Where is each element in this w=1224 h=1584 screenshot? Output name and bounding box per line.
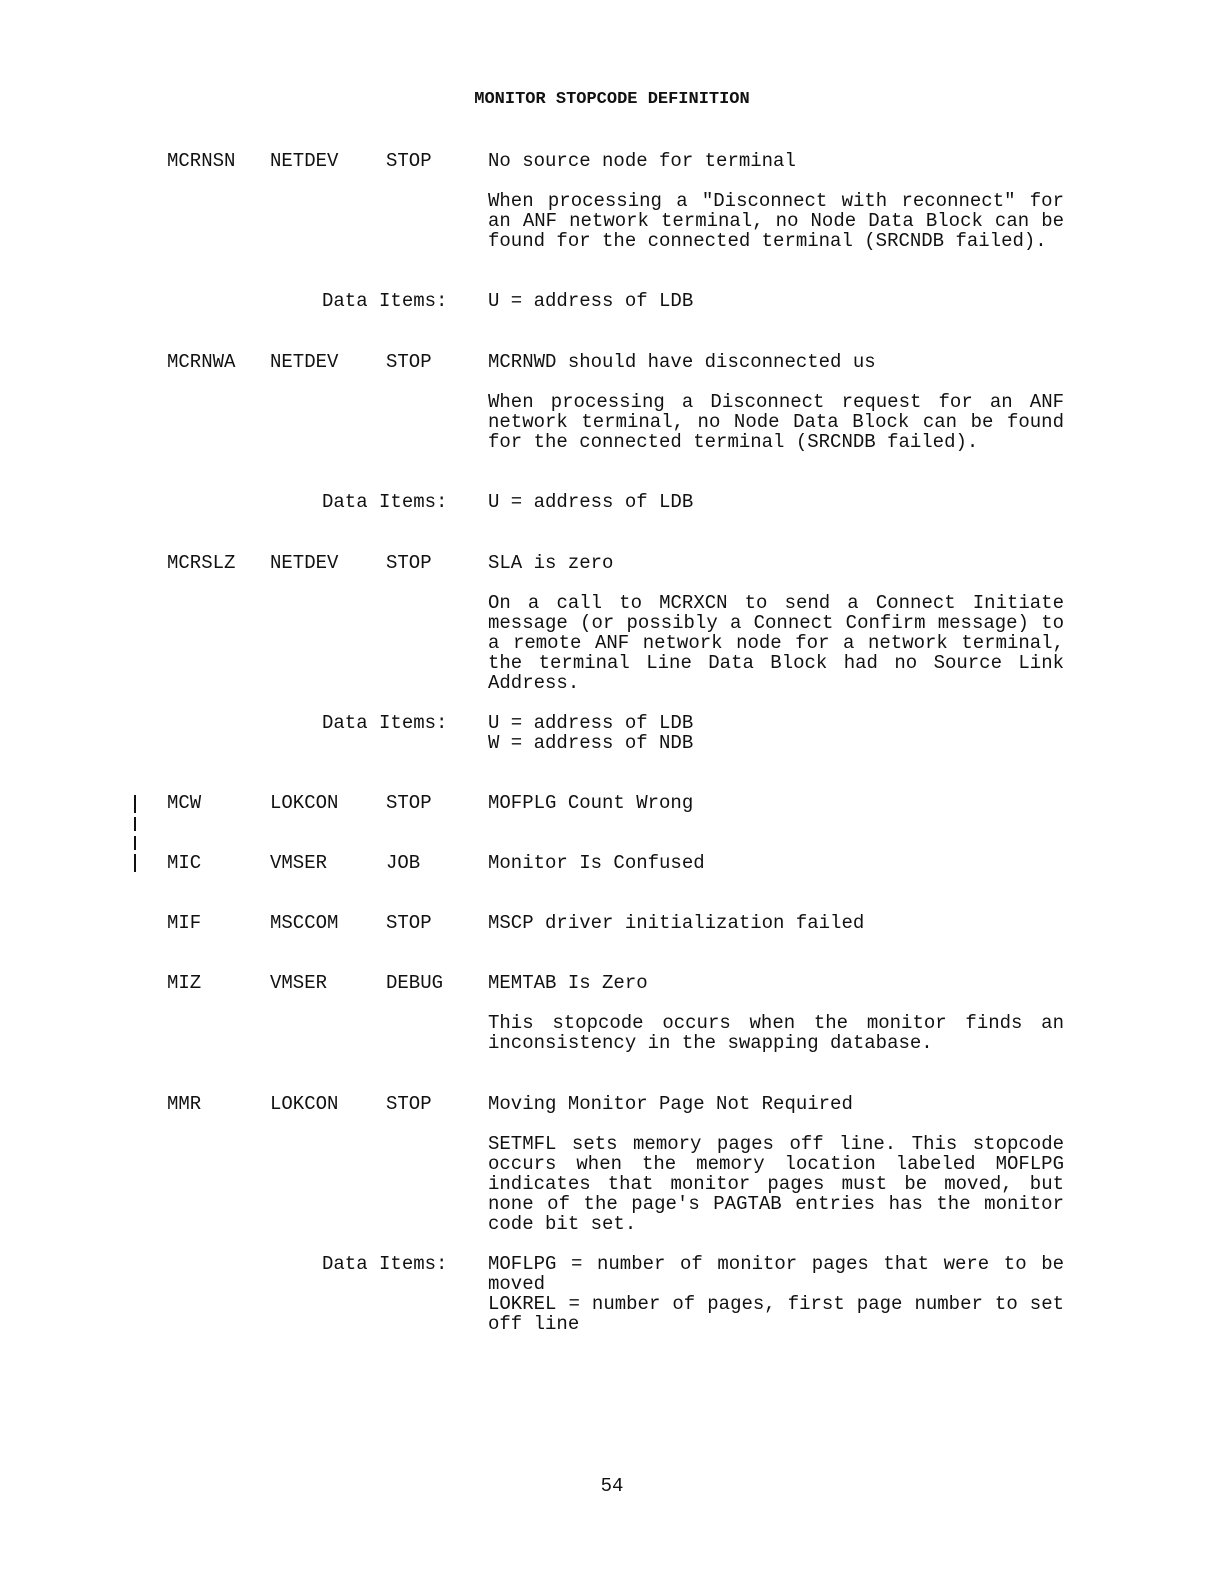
stopcode-type: STOP (386, 150, 432, 172)
stopcode-module: LOKCON (270, 1093, 339, 1115)
page-number: 54 (600, 1475, 624, 1497)
stopcode-module: NETDEV (270, 150, 339, 172)
stopcode-name: MCRNSN (167, 150, 236, 172)
stopcode-type: STOP (386, 351, 432, 373)
stopcode-module: NETDEV (270, 351, 339, 373)
stopcode-summary: Moving Monitor Page Not Required (488, 1093, 853, 1115)
data-item: LOKREL = number of pages, first page number to set off line (488, 1293, 1064, 1335)
stopcode-module: MSCCOM (270, 912, 339, 934)
data-items-label: Data Items: (322, 712, 448, 734)
data-item: U = address of LDB (488, 290, 694, 312)
data-items (488, 291, 1064, 311)
stopcode-name: MIZ (167, 972, 202, 994)
stopcode-type: STOP (386, 912, 432, 934)
stopcode-module: VMSER (270, 972, 328, 994)
stopcode-name: MMR (167, 1093, 202, 1115)
data-items-label: Data Items: (322, 290, 448, 312)
data-items (488, 492, 1064, 512)
stopcode-summary: SLA is zero (488, 552, 614, 574)
stopcode-module: NETDEV (270, 552, 339, 574)
stopcode-summary: Monitor Is Confused (488, 852, 705, 874)
stopcode-type: STOP (386, 552, 432, 574)
change-bar (134, 817, 136, 831)
stopcode-name: MCW (167, 792, 202, 814)
stopcode-name: MIF (167, 912, 202, 934)
data-item: MOFLPG = number of monitor pages that were to be moved (488, 1253, 1064, 1295)
stopcode-name: MCRSLZ (167, 552, 236, 574)
stopcode-module: LOKCON (270, 792, 339, 814)
change-bar (134, 854, 136, 872)
stopcode-summary: MSCP driver initialization failed (488, 912, 865, 934)
data-items (488, 713, 1064, 753)
data-item: U = address of LDB (488, 491, 694, 513)
stopcode-summary: MOFPLG Count Wrong (488, 792, 694, 814)
stopcode-module: VMSER (270, 852, 328, 874)
stopcode-description: When processing a Disconnect request for an ANF network terminal, no Node Data Block can be found for the connected terminal (SRCNDB failed). (488, 391, 1064, 453)
change-bar (134, 836, 136, 850)
stopcode-description: When processing a "Disconnect with reconnect" for an ANF network terminal, no Node Data Block can be found for the connected terminal (SRCNDB failed). (488, 190, 1064, 252)
data-item: W = address of NDB (488, 732, 694, 754)
stopcode-description: SETMFL sets memory pages off line. This stopcode occurs when the memory location labeled MOFLPG indicates that monitor pages must be moved, but none of the page's PAGTAB entries has the monitor code bit set. (488, 1133, 1064, 1235)
stopcode-summary: MEMTAB Is Zero (488, 972, 648, 994)
stopcode-name: MIC (167, 852, 202, 874)
data-items (488, 1254, 1064, 1334)
stopcode-type: DEBUG (386, 972, 444, 994)
change-bar (134, 795, 136, 813)
stopcode-name: MCRNWA (167, 351, 236, 373)
stopcode-summary: MCRNWD should have disconnected us (488, 351, 876, 373)
stopcode-type: STOP (386, 1093, 432, 1115)
data-item: U = address of LDB (488, 712, 694, 734)
stopcode-type: JOB (386, 852, 421, 874)
stopcode-description: This stopcode occurs when the monitor finds an inconsistency in the swapping database. (488, 1012, 1064, 1054)
data-items-label: Data Items: (322, 1253, 448, 1275)
stopcode-summary: No source node for terminal (488, 150, 796, 172)
stopcode-type: STOP (386, 792, 432, 814)
data-items-label: Data Items: (322, 491, 448, 513)
stopcode-description: On a call to MCRXCN to send a Connect Initiate message (or possibly a Connect Confirm message) to a remote ANF network node for a network terminal, the terminal Line Data Block had no Source Link Address. (488, 592, 1064, 694)
page-title: MONITOR STOPCODE DEFINITION (474, 90, 750, 109)
